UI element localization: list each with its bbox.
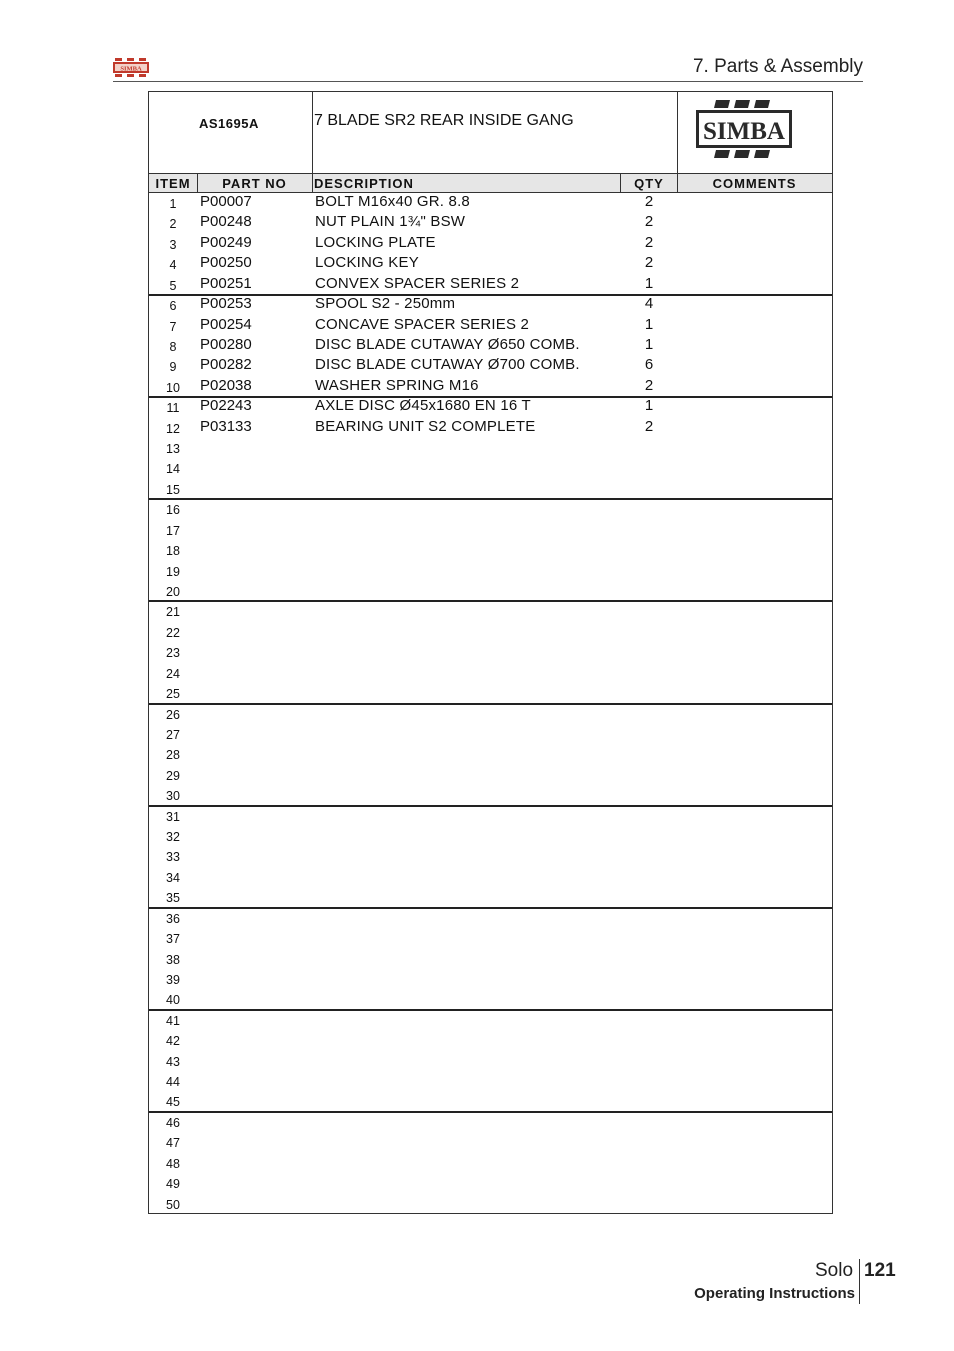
table-row [149, 1153, 832, 1173]
row-item-number: 43 [166, 1054, 180, 1069]
table-row [149, 418, 832, 438]
row-qty: 1 [644, 274, 654, 292]
row-item-number: 34 [166, 870, 180, 885]
row-item-number: 48 [166, 1156, 180, 1171]
table-row [149, 683, 832, 703]
row-item-number: 4 [169, 258, 177, 273]
col-divider [197, 173, 198, 193]
row-item-number: 11 [166, 401, 180, 416]
row-qty: 4 [644, 295, 654, 313]
row-item-number: 17 [166, 523, 180, 538]
brand-logo-text: SIMBA [703, 118, 785, 145]
row-part-no: P00249 [200, 233, 252, 251]
row-part-no: P00007 [200, 193, 252, 210]
header-divider [113, 81, 863, 82]
table-row [149, 1071, 832, 1091]
col-item-header: ITEM [155, 176, 191, 191]
row-description: WASHER SPRING M16 [315, 376, 479, 394]
row-item-number: 22 [166, 625, 180, 640]
section-title: 7. Parts & Assembly [692, 56, 863, 77]
table-row [149, 438, 832, 458]
row-item-number: 37 [166, 932, 180, 947]
row-item-number: 27 [166, 727, 180, 742]
table-row [149, 254, 832, 274]
table-row [149, 295, 832, 315]
row-description: CONCAVE SPACER SERIES 2 [315, 315, 530, 333]
row-item-number: 49 [166, 1177, 180, 1192]
row-item-number: 31 [166, 809, 180, 824]
row-item-number: 13 [166, 442, 180, 457]
row-part-no: P00251 [200, 274, 252, 292]
row-item-number: 40 [166, 993, 180, 1008]
table-row [149, 1194, 832, 1214]
row-item-number: 38 [166, 952, 180, 967]
table-row [149, 1091, 832, 1111]
col-description-header: DESCRIPTION [314, 176, 414, 191]
row-qty: 2 [644, 233, 654, 251]
table-row [149, 1173, 832, 1193]
row-item-number: 25 [166, 687, 180, 702]
row-item-number: 18 [166, 544, 180, 559]
row-qty: 1 [644, 315, 654, 333]
table-row [149, 989, 832, 1009]
row-item-number: 23 [166, 646, 180, 661]
row-item-number: 44 [166, 1075, 180, 1090]
table-row [149, 479, 832, 499]
table-row [149, 336, 832, 356]
row-part-no: P00280 [200, 335, 252, 353]
row-part-no: P03133 [200, 417, 252, 435]
table-row [149, 377, 832, 397]
row-item-number: 30 [166, 789, 180, 804]
col-divider [312, 92, 313, 193]
row-item-number: 10 [166, 380, 180, 395]
table-row [149, 1051, 832, 1071]
table-row [149, 724, 832, 744]
row-item-number: 24 [166, 666, 180, 681]
row-item-number: 12 [166, 421, 180, 436]
row-item-number: 32 [166, 830, 180, 845]
row-item-number: 1 [169, 197, 177, 211]
table-row [149, 213, 832, 233]
row-item-number: 3 [169, 237, 177, 252]
row-description: SPOOL S2 - 250mm [315, 295, 456, 313]
assembly-number: AS1695A [199, 116, 259, 131]
parts-table [148, 91, 833, 1214]
row-item-number: 9 [169, 360, 177, 375]
row-item-number: 26 [166, 707, 180, 722]
row-qty: 2 [644, 213, 654, 231]
row-description: LOCKING KEY [315, 254, 419, 272]
row-item-number: 14 [166, 462, 180, 477]
table-row [149, 193, 832, 213]
col-qty-header: QTY [634, 176, 664, 191]
row-item-number: 5 [169, 278, 177, 293]
table-row [149, 642, 832, 662]
table-row [149, 1010, 832, 1030]
row-item-number: 21 [166, 605, 180, 620]
column-header-row [149, 173, 832, 193]
row-item-number: 47 [166, 1136, 180, 1151]
table-row [149, 867, 832, 887]
col-comments-header: COMMENTS [712, 176, 797, 191]
row-item-number: 16 [166, 503, 180, 518]
row-item-number: 41 [166, 1013, 180, 1028]
table-row [149, 458, 832, 478]
simba-brand-logo [694, 98, 794, 162]
table-row [149, 969, 832, 989]
table-row [149, 826, 832, 846]
row-qty: 1 [644, 335, 654, 353]
table-row [149, 601, 832, 621]
row-item-number: 42 [166, 1034, 180, 1049]
footer-product: Solo [815, 1260, 854, 1281]
table-row [149, 520, 832, 540]
row-part-no: P00282 [200, 356, 252, 374]
table-row [149, 765, 832, 785]
col-part-no-header: PART NO [222, 176, 287, 191]
row-item-number: 29 [166, 768, 180, 783]
table-row [149, 887, 832, 907]
table-row [149, 704, 832, 724]
row-qty: 6 [644, 356, 654, 374]
row-item-number: 50 [166, 1197, 180, 1212]
row-item-number: 28 [166, 748, 180, 763]
table-row [149, 663, 832, 683]
row-item-number: 46 [166, 1115, 180, 1130]
row-part-no: P00253 [200, 295, 252, 313]
page-number: 121 [864, 1260, 896, 1281]
table-row [149, 928, 832, 948]
table-row [149, 622, 832, 642]
svg-text:SIMBA: SIMBA [120, 65, 142, 73]
row-description: CONVEX SPACER SERIES 2 [315, 274, 520, 292]
col-divider [620, 173, 621, 193]
row-description: LOCKING PLATE [315, 233, 436, 251]
row-item-number: 6 [169, 299, 177, 314]
table-row [149, 1112, 832, 1132]
table-row [149, 581, 832, 601]
table-row [149, 316, 832, 336]
table-row [149, 397, 832, 417]
row-item-number: 19 [166, 564, 180, 579]
table-row [149, 1132, 832, 1152]
row-part-no: P00248 [200, 213, 252, 231]
footer-divider [859, 1259, 860, 1304]
row-part-no: P02038 [200, 376, 252, 394]
table-row [149, 949, 832, 969]
table-row [149, 275, 832, 295]
row-item-number: 39 [166, 972, 180, 987]
assembly-description: 7 BLADE SR2 REAR INSIDE GANG [314, 112, 574, 129]
row-qty: 2 [644, 376, 654, 394]
footer-subtitle: Operating Instructions [694, 1285, 855, 1302]
row-description: BOLT M16x40 GR. 8.8 [315, 193, 470, 210]
row-qty: 1 [644, 397, 654, 415]
row-item-number: 36 [166, 911, 180, 926]
row-qty: 2 [644, 417, 654, 435]
row-description: DISC BLADE CUTAWAY Ø650 COMB. [315, 335, 580, 353]
row-item-number: 45 [166, 1095, 180, 1110]
row-description: AXLE DISC Ø45x1680 EN 16 T [315, 397, 531, 415]
row-part-no: P00250 [200, 254, 252, 272]
table-row [149, 1030, 832, 1050]
table-row [149, 846, 832, 866]
col-divider [677, 92, 678, 193]
row-part-no: P00254 [200, 315, 252, 333]
row-item-number: 2 [169, 217, 177, 232]
row-item-number: 8 [169, 339, 177, 354]
table-row [149, 234, 832, 254]
table-row [149, 908, 832, 928]
table-row [149, 744, 832, 764]
row-item-number: 7 [169, 319, 177, 334]
simba-logo-small [113, 58, 149, 78]
table-row [149, 806, 832, 826]
table-row [149, 499, 832, 519]
row-item-number: 20 [166, 584, 180, 599]
row-qty: 2 [644, 193, 654, 210]
row-description: BEARING UNIT S2 COMPLETE [315, 417, 536, 435]
row-part-no: P02243 [200, 397, 252, 415]
table-row [149, 561, 832, 581]
table-row [149, 785, 832, 805]
row-item-number: 15 [166, 482, 180, 497]
table-row [149, 540, 832, 560]
row-item-number: 35 [166, 891, 180, 906]
row-item-number: 33 [166, 850, 180, 865]
row-description: DISC BLADE CUTAWAY Ø700 COMB. [315, 356, 580, 374]
table-row [149, 356, 832, 376]
row-description: NUT PLAIN 1¾" BSW [315, 213, 466, 231]
row-qty: 2 [644, 254, 654, 272]
